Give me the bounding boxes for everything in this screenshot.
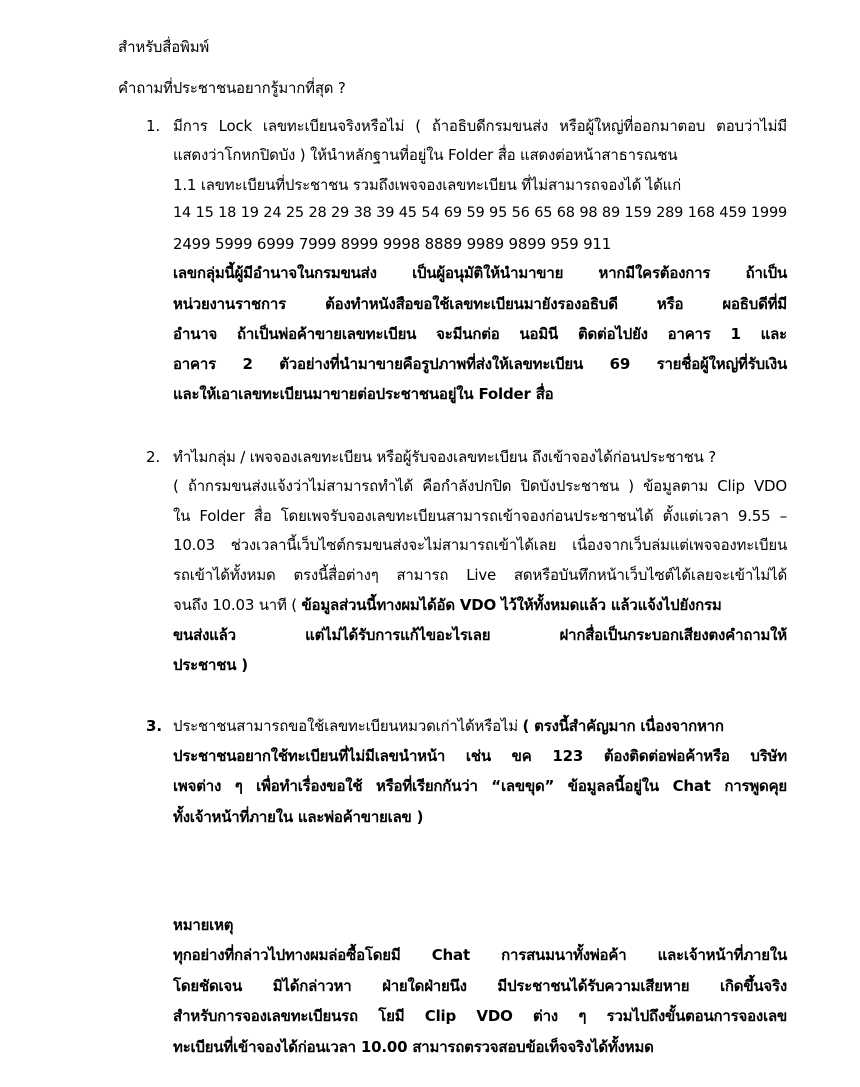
item-2-bold-line: ขนส่งแล้ว แต่ไม่ได้รับการแก้ไขอะไรเลย ฝากสื่อเป็นกระบอกเสียงตงคำถามให้ <box>173 626 787 644</box>
item-3-mixed-regular: ประชาชนสามารถขอใช้เลขทะเบียนหมวดเก่าได้หรือไม่ <box>173 717 523 735</box>
item-3-mixed-line <box>173 717 724 735</box>
item-1-bold-line: อาคาร 2 ตัวอย่างที่นำมาขายคือรูปภาพที่ส่งให้เลขทะเบียน 69 รายชื่อผู้ใหญ่ที่รับเงิน <box>173 355 787 373</box>
note-line: โดยชัดเจน มิได้กล่าวหา ฝ่ายใดฝ่ายนึง มีประชาชนได้รับความเสียหาย เกิดขึ้นจริง <box>173 977 787 995</box>
item-2-last-line: ประชาชน ) <box>173 656 248 674</box>
item-2-line: ( ถ้ากรมขนส่งแจ้งว่าไม่สามารถทำได้ คือกำลังปกปิด ปิดบังประชาชน ) ข้อมูลตาม Clip VDO <box>173 477 787 495</box>
note-title: หมายเหตุ <box>173 916 234 934</box>
item-1-bold-line: อำนาจ ถ้าเป็นพ่อค้าขายเลขทะเบียน จะมีนกต่อ นอมินี ติดต่อไปยัง อาคาร 1 และ <box>173 325 787 343</box>
item-1-line: แสดงว่าโกหกปิดบัง ) ให้นำหลักฐานที่อยู่ใน Folder สื่อ แสดงต่อหน้าสาธารณชน <box>173 146 678 164</box>
item-3-bold-line: ประชาชนอยากใช้ทะเบียนที่ไม่มีเลขนำหน้า เช่น ขค 123 ต้องติดต่อพ่อค้าหรือ บริษัท <box>173 747 787 765</box>
item-2-mixed-bold: ข้อมูลส่วนนี้ทางผมได้อัด VDO ไว้ให้ทั้งหมดแล้ว แล้วแจ้งไปยังกรม <box>301 596 722 614</box>
item-3-bold-line: เพจต่าง ๆ เพื่อทำเรื่องขอใช้ หรือที่เรียกกันว่า “เลขขุด” ข้อมูลลนี้อยู่ใน Chat การพูดคุย <box>173 777 787 795</box>
note-line: ทะเบียนที่เข้าจองได้ก่อนเวลา 10.00 สามารถตรวจสอบข้อเท็จจริงได้ทั้งหมด <box>173 1038 654 1056</box>
item-1-sub-line: 1.1 เลขทะเบียนที่ประชาชน รวมถึงเพจจองเลขทะเบียน ที่ไม่สามารถจองได้ ได้แก่ <box>173 176 681 194</box>
item-2-number: 2. <box>146 448 161 466</box>
item-2-line: 10.03 ช่วงเวลานี้เว็บไซต์กรมขนส่งจะไม่สามารถเข้าได้เลย เนื่องจากเว็บล่มแต่เพจจองทะเบียน <box>173 536 787 554</box>
item-2-line: ใน Folder สื่อ โดยเพจรับจองเลขทะเบียนสามารถเข้าจองก่อนประชาชนได้ ตั้งแต่เวลา 9.55 – <box>173 507 787 525</box>
item-1-line: มีการ Lock เลขทะเบียนจริงหรือไม่ ( ถ้าอธิบดีกรมขนส่ง หรือผู้ใหญ่ที่ออกมาตอบ ตอบว่าไม่มี <box>173 117 787 135</box>
item-1-number: 1. <box>146 117 161 135</box>
item-1-plate-numbers: 14 15 18 19 24 25 28 29 38 39 45 54 69 59 95 56 65 68 98 89 159 289 168 459 1999 <box>173 205 787 221</box>
item-3-bold-line: ทั้งเจ้าหน้าที่ภายใน และพ่อค้าขายเลข ) <box>173 808 424 826</box>
item-1-bold-line: และให้เอาเลขทะเบียนมาขายต่อประชาชนอยู่ใน Folder สื่อ <box>173 385 554 403</box>
note-line: สำหรับการจองเลขทะเบียนรถ โยมี Clip VDO ต่าง ๆ รวมไปถึงขั้นตอนการจองเลข <box>173 1007 787 1025</box>
item-3-mixed-bold: ( ตรงนี้สำคัญมาก เนื่องจากหาก <box>522 717 724 735</box>
lead-question: คำถามที่ประชาชนอยากรู้มากที่สุด ? <box>118 79 346 97</box>
item-1-bold-line: เลขกลุ่มนี้ผู้มีอำนาจในกรมขนส่ง เป็นผู้อนุมัติให้นำมาขาย หากมีใครต้องการ ถ้าเป็น <box>173 264 787 282</box>
note-line: ทุกอย่างที่กล่าวไปทางผมล่อซื้อโดยมี Chat การสนมนาทั้งพ่อค้า และเจ้าหน้าที่ภายใน <box>173 946 787 964</box>
item-2-line: รถเข้าได้ทั้งหมด ตรงนี้สื่อต่างๆ สามารถ Live สดหรือบันทึกหน้าเว็บไซต์ได้เลยจะเข้าไม่ได้ <box>173 566 787 584</box>
item-2-mixed-regular: จนถึง 10.03 นาที ( <box>173 596 302 614</box>
document-heading: สำหรับสื่อพิมพ์ <box>118 38 210 56</box>
item-3-number: 3. <box>146 717 163 735</box>
item-2-mixed-line <box>173 596 722 614</box>
item-1-plate-numbers: 2499 5999 6999 7999 8999 9998 8889 9989 9899 959 911 <box>173 235 612 253</box>
item-1-bold-line: หน่วยงานราชการ ต้องทำหนังสือขอใช้เลขทะเบียนมายังรองอธิบดี หรือ ผอธิบดีที่มี <box>173 295 787 313</box>
item-2-line: ทำไมกลุ่ม / เพจจองเลขทะเบียน หรือผู้รับจองเลขทะเบียน ถึงเข้าจองได้ก่อนประชาชน ? <box>173 448 716 466</box>
